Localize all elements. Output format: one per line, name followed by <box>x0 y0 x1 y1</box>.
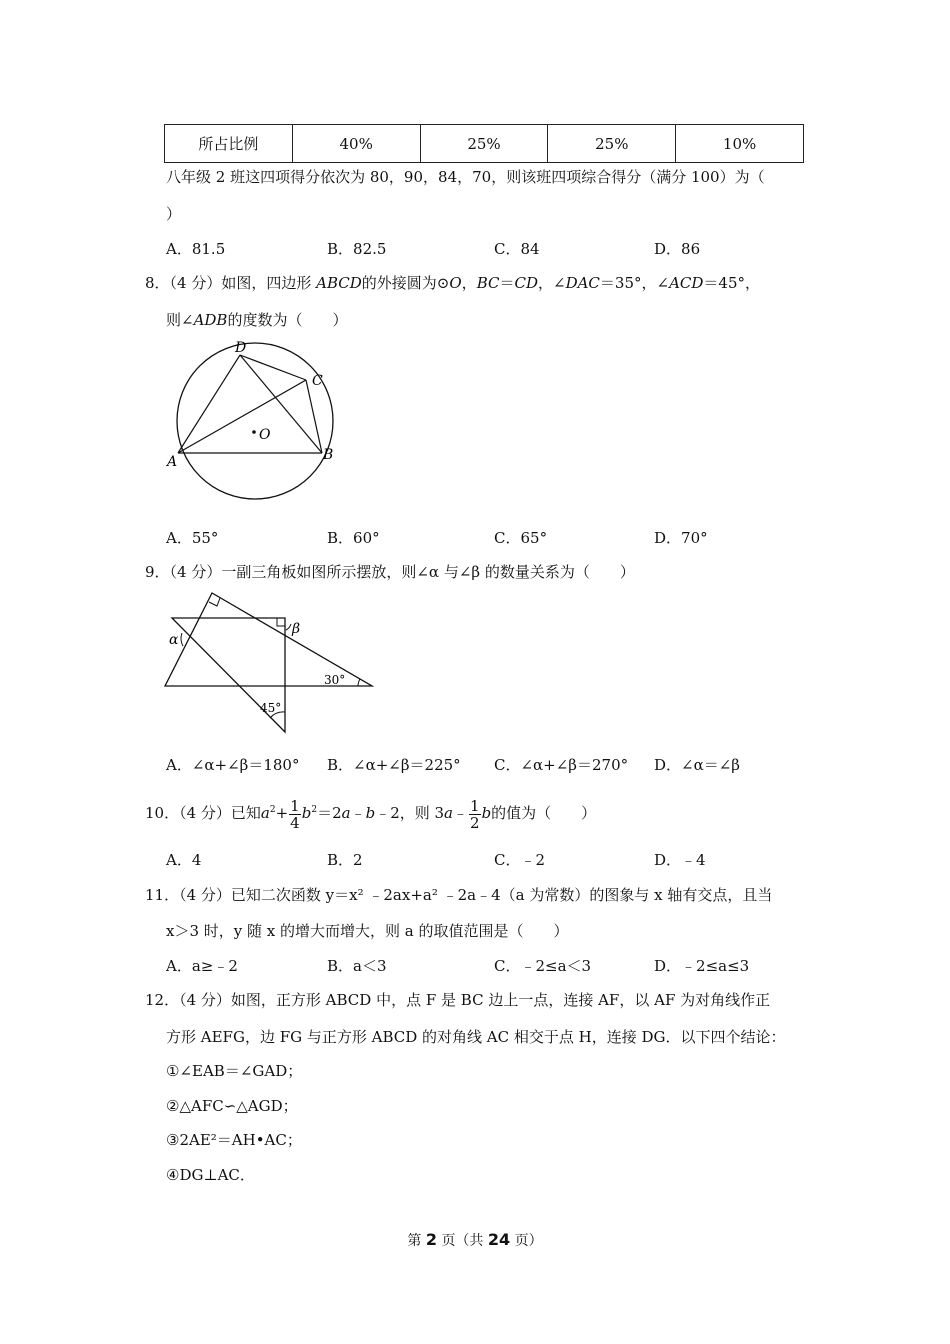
q8-question-line2: 则∠ADB的度数为（ ） <box>166 311 348 329</box>
q7-text-line1: 八年级 2 班这四项得分依次为 80，90，84，70，则该班四项综合得分（满分 100）为（ <box>166 168 765 186</box>
q9-question: 9．（4 分）一副三角板如图所示摆放，则∠α 与∠β 的数量关系为（ ） <box>145 563 635 581</box>
q11-option-d: D．﹣2≤a≤3 <box>654 957 750 975</box>
q7-text-line2: ） <box>166 205 182 223</box>
q7-option-d: D．86 <box>654 240 701 258</box>
q12-conclusion-2: ②△AFC∽△AGD； <box>166 1097 298 1115</box>
q12-conclusion-4: ④DG⊥AC． <box>166 1166 255 1184</box>
q9-option-a: A．∠α+∠β＝180° <box>166 756 300 774</box>
label-d: D <box>235 340 247 356</box>
table-cell: 40% <box>292 125 420 163</box>
q7-option-c: C．84 <box>494 240 540 258</box>
q9-option-d: D．∠α＝∠β <box>654 756 740 774</box>
q9-option-c: C．∠α+∠β＝270° <box>494 756 629 774</box>
q12-question-line1: 12．（4 分）如图，正方形 ABCD 中，点 F 是 BC 边上一点，连接 AF，以 AF 为对角线作正 <box>145 991 771 1009</box>
q11-option-a: A．a≥﹣2 <box>166 957 238 975</box>
label-a: A <box>167 454 178 470</box>
q9-set-squares-figure <box>160 588 380 738</box>
weight-table <box>164 124 804 163</box>
q12-question-line2: 方形 AEFG，边 FG 与正方形 ABCD 的对角线 AC 相交于点 H，连接 DG．以下四个结论： <box>166 1028 786 1046</box>
q8-option-a: A．55° <box>166 529 219 547</box>
fraction-one-half: $\frac{1}{2}$ <box>470 796 480 832</box>
q7-option-a: A．81.5 <box>166 240 226 258</box>
label-alpha: α <box>169 632 179 648</box>
table-cell: 25% <box>548 125 676 163</box>
q7-option-b: B．82.5 <box>327 240 387 258</box>
q8-option-c: C．65° <box>494 529 548 547</box>
q11-question-line1: 11．（4 分）已知二次函数 y＝x² ﹣2ax+a² ﹣2a﹣4（a 为常数）的图象与 x 轴有交点，且当 <box>145 886 773 904</box>
page-total: 24 <box>487 1230 511 1249</box>
q11-option-c: C．﹣2≤a＜3 <box>494 957 592 975</box>
label-o: O <box>259 427 271 443</box>
q11-question-line2: x＞3 时，y 随 x 的增大而增大，则 a 的取值范围是（ ） <box>166 922 569 940</box>
table-cell: 10% <box>676 125 804 163</box>
q11-option-b: B．a＜3 <box>327 957 387 975</box>
q10-option-d: D．﹣4 <box>654 851 706 869</box>
table-cell: 25% <box>420 125 548 163</box>
page-number: 2 <box>425 1230 437 1249</box>
page-footer: 第 2 页（共 24 页） <box>407 1230 543 1249</box>
fraction-one-quarter: $\frac{1}{4}$ <box>290 796 300 832</box>
circumcircle <box>177 343 333 499</box>
label-beta: β <box>292 621 301 637</box>
q12-conclusion-3: ③2AE²＝AH•AC； <box>166 1131 302 1149</box>
label-30deg: 30° <box>324 673 346 687</box>
table-label: 所占比例 <box>165 125 293 163</box>
q8-option-d: D．70° <box>654 529 708 547</box>
q10-option-c: C．﹣2 <box>494 851 546 869</box>
q10-option-a: A．4 <box>166 851 202 869</box>
q8-circle-figure <box>160 335 350 515</box>
q10-question: 10．（4 分）已知$a^2+$ $\frac{1}{4}$ $b^2=2a﹣b﹣2$，则 3a﹣ $\frac{1}{2}$ b的值为（ ） <box>145 796 597 832</box>
q9-option-b: B．∠α+∠β＝225° <box>327 756 461 774</box>
q8-question-line1: 8．（4 分）如图，四边形 ABCD的外接圆为⊙O，BC＝CD，∠DAC＝35°，∠ACD＝45°， <box>145 274 761 292</box>
q8-option-b: B．60° <box>327 529 380 547</box>
q10-option-b: B．2 <box>327 851 363 869</box>
label-45deg: 45° <box>260 701 282 715</box>
q12-conclusion-1: ①∠EAB＝∠GAD； <box>166 1062 303 1080</box>
label-b: B <box>323 447 334 463</box>
label-c: C <box>312 373 323 389</box>
